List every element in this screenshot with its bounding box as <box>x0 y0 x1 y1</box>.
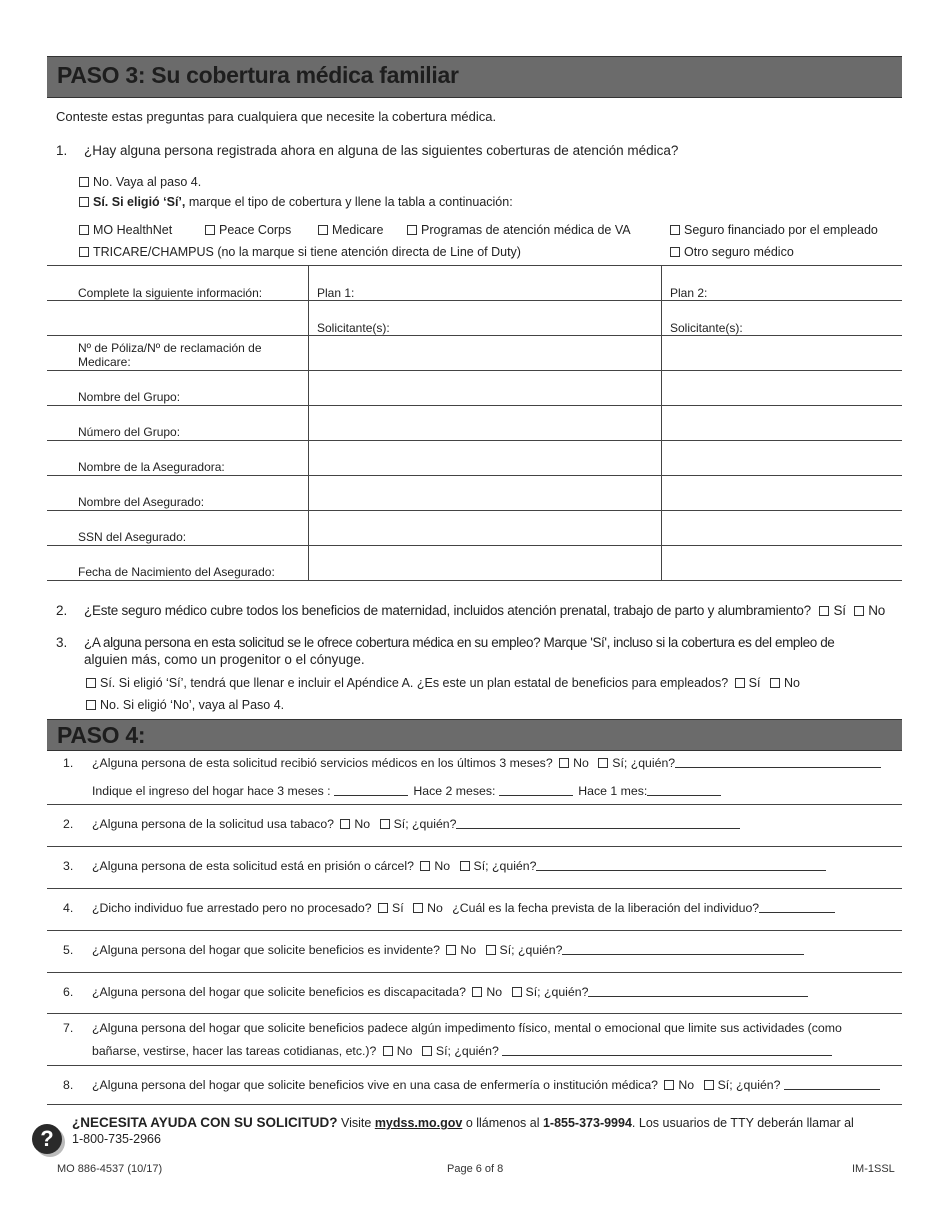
p4-divider <box>47 1065 902 1066</box>
table-line <box>47 300 902 301</box>
p4-q4-line: ¿Dicho individuo fue arrestado pero no procesado? Sí No ¿Cuál es la fecha prevista de la liberación del individuo? <box>92 901 835 915</box>
row-insurer-name: Nombre de la Aseguradora: <box>78 460 225 474</box>
coverage-peace-corps: Peace Corps <box>205 223 291 237</box>
p4-bottom-divider <box>47 1104 902 1105</box>
p4-q3-line: ¿Alguna persona de esta solicitud está en prisión o cárcel? No Sí; ¿quién? <box>92 859 826 873</box>
prison-who-field[interactable] <box>536 859 826 871</box>
p4-q5-line: ¿Alguna persona del hogar que solicite beneficios es invidente? No Sí; ¿quién? <box>92 943 804 957</box>
row-insured-dob: Fecha de Nacimiento del Asegurado: <box>78 565 275 579</box>
checkbox-va[interactable] <box>407 225 417 235</box>
p4-q2-line: ¿Alguna persona de la solicitud usa tabaco? No Sí; ¿quién? <box>92 817 740 831</box>
help-website-link[interactable]: mydss.mo.gov <box>374 1116 463 1130</box>
p4-divider <box>47 972 902 973</box>
row-policy-number-cont: Medicare: <box>78 355 131 369</box>
medical-services-who-field[interactable] <box>675 756 881 768</box>
table-divider <box>308 265 309 580</box>
row-insured-ssn: SSN del Asegurado: <box>78 530 187 544</box>
table-bottom-line <box>47 580 902 581</box>
checkbox-medical-services-si[interactable] <box>598 758 608 768</box>
checkbox-employer-offer-no[interactable] <box>86 700 96 710</box>
checkbox-nursing-home-si[interactable] <box>704 1080 714 1090</box>
checkbox-no-go-step4[interactable] <box>79 177 89 187</box>
checkbox-state-plan-si[interactable] <box>735 678 745 688</box>
coverage-mo-healthnet: MO HealthNet <box>79 223 172 237</box>
table-line <box>47 545 902 546</box>
table-line <box>47 510 902 511</box>
checkbox-employer-insurance[interactable] <box>670 225 680 235</box>
income-2-months-field[interactable] <box>499 784 573 796</box>
p4-q1-line: ¿Alguna persona de esta solicitud recibió servicios médicos en los últimos 3 meses? No Sí; ¿quién? <box>92 756 881 770</box>
checkbox-impairment-no[interactable] <box>383 1046 393 1056</box>
p4-divider <box>47 1013 902 1014</box>
p4-divider <box>47 804 902 805</box>
checkbox-si-coverage[interactable] <box>79 197 89 207</box>
checkbox-employer-offer-si[interactable] <box>86 678 96 688</box>
tobacco-who-field[interactable] <box>456 817 740 829</box>
p4-q5-number: 5. <box>63 943 74 957</box>
help-phone: 1-855-373-9994 <box>542 1116 632 1130</box>
checkbox-other-insurance[interactable] <box>670 247 680 257</box>
p4-q2-number: 2. <box>63 817 74 831</box>
row-group-name: Nombre del Grupo: <box>78 390 181 404</box>
p3-q1-text: ¿Hay alguna persona registrada ahora en alguna de las siguientes coberturas de atención médica? <box>84 143 679 158</box>
p4-divider <box>47 888 902 889</box>
income-1-month-field[interactable] <box>647 784 721 796</box>
nursing-home-who-field[interactable] <box>784 1078 880 1090</box>
table-header-label: Complete la siguiente información: <box>78 286 263 300</box>
impairment-who-field[interactable] <box>502 1044 832 1056</box>
plan2-applicant-label: Solicitante(s): <box>670 321 743 335</box>
row-insured-name: Nombre del Asegurado: <box>78 495 205 509</box>
p4-q1-number: 1. <box>63 756 74 770</box>
paso4-header-bar <box>47 719 902 751</box>
question-icon: ? <box>32 1124 62 1154</box>
checkbox-prison-si[interactable] <box>460 861 470 871</box>
release-date-field[interactable] <box>759 901 835 913</box>
table-line <box>47 335 902 336</box>
p4-divider <box>47 930 902 931</box>
p3-q3-option-si: Sí. Si eligió ‘Sí’, tendrá que llenar e incluir el Apéndice A. ¿Es este un plan estatal de beneficios para empleados? Sí No <box>86 676 800 690</box>
paso4-title: PASO 4: <box>57 722 146 748</box>
checkbox-peace-corps[interactable] <box>205 225 215 235</box>
table-line <box>47 440 902 441</box>
p4-q7-line1: ¿Alguna persona del hogar que solicite beneficios padece algún impedimento físico, mental o emocional que limite sus actividades (como <box>92 1021 842 1035</box>
checkbox-maternity-no[interactable] <box>854 606 864 616</box>
p4-q8-number: 8. <box>63 1078 74 1092</box>
paso3-intro: Conteste estas preguntas para cualquiera que necesite la cobertura médica. <box>56 109 497 124</box>
help-line1: ¿NECESITA AYUDA CON SU SOLICITUD? Visite mydss.mo.gov o llámenos al 1-855-373-9994. Los usuarios de TTY deberán llamar al <box>72 1115 854 1130</box>
checkbox-prison-no[interactable] <box>420 861 430 871</box>
p3-q2-number: 2. <box>56 603 68 618</box>
checkbox-medicare[interactable] <box>318 225 328 235</box>
help-tty-phone: 1-800-735-2966 <box>72 1132 161 1146</box>
p3-q3-option-no: No. Si eligió ‘No’, vaya al Paso 4. <box>86 698 284 712</box>
checkbox-impairment-si[interactable] <box>422 1046 432 1056</box>
checkbox-arrested-si[interactable] <box>378 903 388 913</box>
checkbox-maternity-si[interactable] <box>819 606 829 616</box>
income-3-months-field[interactable] <box>334 784 408 796</box>
table-top-line <box>47 265 902 266</box>
row-policy-number: Nº de Póliza/Nº de reclamación de <box>78 341 262 355</box>
plan1-label: Plan 1: <box>317 286 355 300</box>
p4-q4-number: 4. <box>63 901 74 915</box>
p4-divider <box>47 846 902 847</box>
p4-income-line: Indique el ingreso del hogar hace 3 meses : Hace 2 meses: Hace 1 mes: <box>92 784 721 798</box>
p3-q3-number: 3. <box>56 635 68 650</box>
coverage-employer: Seguro financiado por el empleado <box>670 223 878 237</box>
paso3-title: PASO 3: Su cobertura médica familiar <box>57 62 459 88</box>
table-line <box>47 405 902 406</box>
coverage-medicare: Medicare <box>318 223 383 237</box>
p4-q6-line: ¿Alguna persona del hogar que solicite beneficios es discapacitada? No Sí; ¿quién? <box>92 985 808 999</box>
checkbox-disabled-si[interactable] <box>512 987 522 997</box>
checkbox-state-plan-no[interactable] <box>770 678 780 688</box>
p3-q1-option-no: No. Vaya al paso 4. <box>79 175 201 189</box>
p4-q7-line2: bañarse, vestirse, hacer las tareas cotidianas, etc.)? No Sí; ¿quién? <box>92 1044 832 1058</box>
checkbox-tricare[interactable] <box>79 247 89 257</box>
checkbox-arrested-no[interactable] <box>413 903 423 913</box>
p4-q6-number: 6. <box>63 985 74 999</box>
checkbox-mo-healthnet[interactable] <box>79 225 89 235</box>
coverage-other: Otro seguro médico <box>670 245 794 259</box>
footer-form-id: MO 886-4537 (10/17) <box>57 1163 163 1175</box>
checkbox-disabled-no[interactable] <box>472 987 482 997</box>
coverage-tricare: TRICARE/CHAMPUS (no la marque si tiene atención directa de Line of Duty) <box>79 245 521 259</box>
table-line <box>47 475 902 476</box>
table-line <box>47 370 902 371</box>
checkbox-tobacco-no[interactable] <box>340 819 350 829</box>
table-divider <box>661 265 662 580</box>
p4-q7-number: 7. <box>63 1021 74 1035</box>
footer-code: IM-1SSL <box>852 1163 895 1175</box>
checkbox-blind-si[interactable] <box>486 945 496 955</box>
p3-q3-line1: ¿A alguna persona en esta solicitud se le ofrece cobertura médica en su empleo? Marque 'Sí', incluso si la cobertura es del empleo de <box>84 635 835 650</box>
checkbox-medical-services-no[interactable] <box>559 758 569 768</box>
plan1-applicant-label: Solicitante(s): <box>317 321 390 335</box>
p3-q1-number: 1. <box>56 143 68 158</box>
blind-who-field[interactable] <box>562 943 804 955</box>
checkbox-nursing-home-no[interactable] <box>664 1080 674 1090</box>
p3-q2-line: ¿Este seguro médico cubre todos los beneficios de maternidad, incluidos atención prenatal, trabajo de parto y alumbramiento? Sí No <box>84 603 886 618</box>
p4-q3-number: 3. <box>63 859 74 873</box>
row-group-number: Número del Grupo: <box>78 425 181 439</box>
disabled-who-field[interactable] <box>588 985 808 997</box>
footer-page-number: Page 6 of 8 <box>447 1163 504 1175</box>
checkbox-blind-no[interactable] <box>446 945 456 955</box>
checkbox-tobacco-si[interactable] <box>380 819 390 829</box>
p3-q3-line2: alguien más, como un progenitor o el cónyuge. <box>84 652 365 667</box>
coverage-va: Programas de atención médica de VA <box>407 223 631 237</box>
plan2-label: Plan 2: <box>670 286 708 300</box>
paso3-header-bar <box>47 56 902 98</box>
p3-q1-option-si: Sí. Si eligió ‘Sí’, marque el tipo de cobertura y llene la tabla a continuación: <box>79 195 513 209</box>
p4-q8-line: ¿Alguna persona del hogar que solicite beneficios vive en una casa de enfermería o institución médica? No Sí; ¿quién? <box>92 1078 880 1092</box>
